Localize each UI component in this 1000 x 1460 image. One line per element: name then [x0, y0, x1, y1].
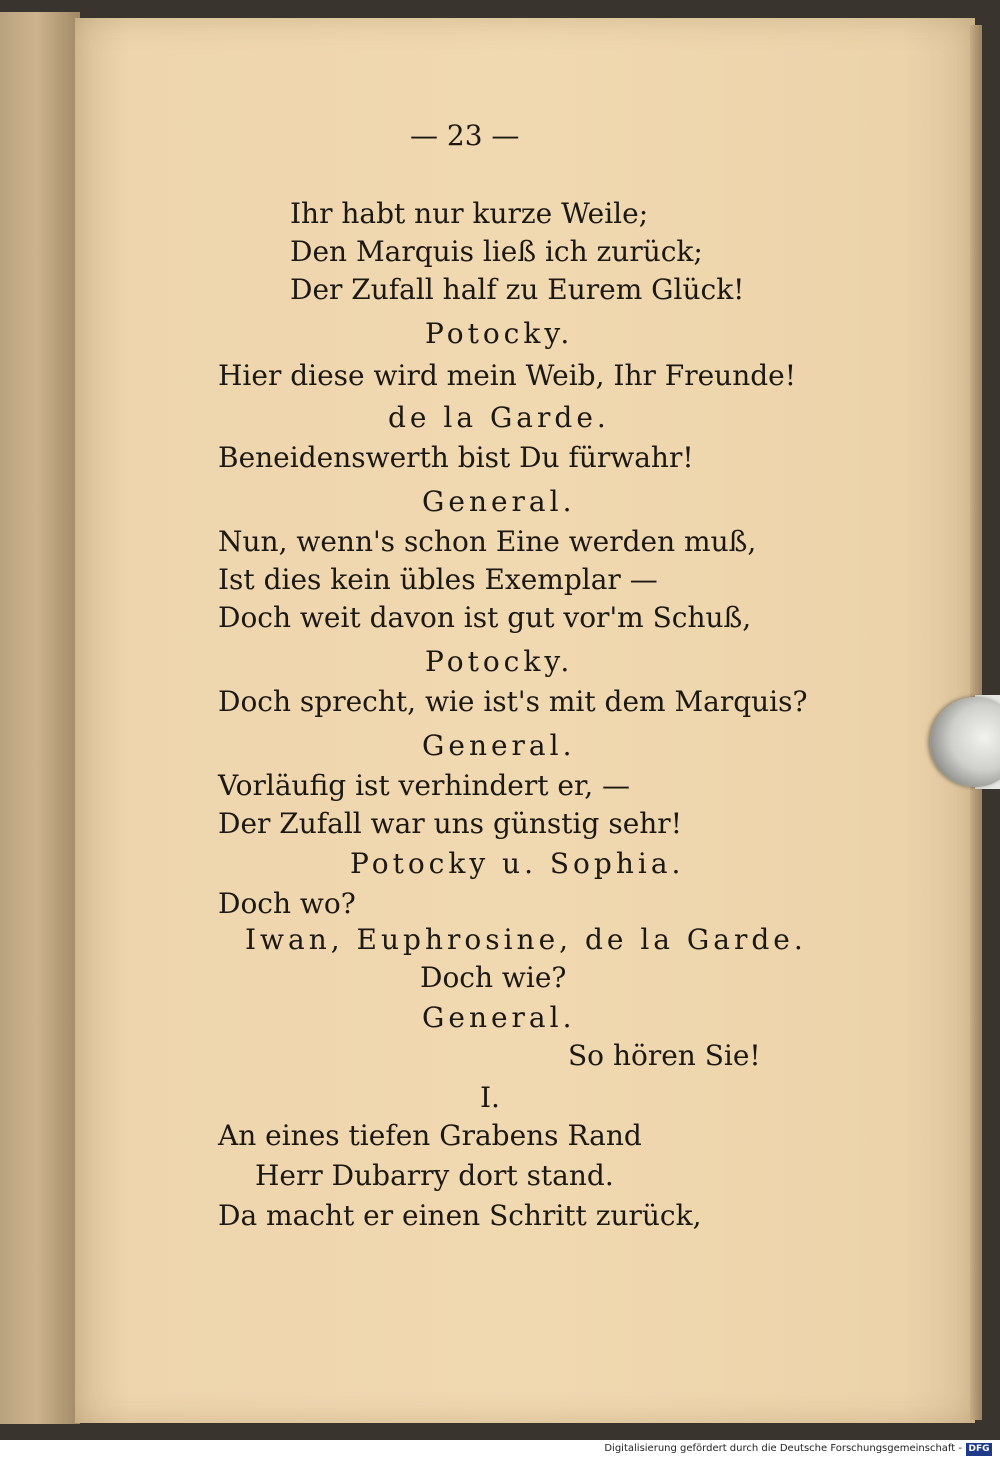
dfg-logo: DFG — [966, 1443, 992, 1456]
verse-line: Doch wie? — [420, 961, 567, 994]
verse-line: Doch sprecht, wie ist's mit dem Marquis? — [218, 685, 808, 718]
page-number: — 23 — — [410, 119, 520, 152]
speaker-name: Iwan, Euphrosine, de la Garde. — [245, 923, 807, 956]
verse-line: Der Zufall war uns günstig sehr! — [218, 807, 682, 840]
verse-line: Beneidenswerth bist Du fürwahr! — [218, 441, 694, 474]
verse-line: Da macht er einen Schritt zurück, — [218, 1199, 702, 1232]
speaker-name: General. — [422, 1001, 576, 1034]
footer-bar — [0, 1440, 1000, 1460]
speaker-name: de la Garde. — [388, 401, 610, 434]
verse-line: An eines tiefen Grabens Rand — [218, 1119, 642, 1152]
verse-line: Ihr habt nur kurze Weile; — [290, 197, 649, 230]
verse-line: Der Zufall half zu Eurem Glück! — [290, 273, 745, 306]
verse-line: Doch wo? — [218, 887, 356, 920]
speaker-name: Potocky. — [425, 645, 574, 678]
section-number: I. — [480, 1081, 500, 1114]
verse-line: Den Marquis ließ ich zurück; — [290, 235, 703, 268]
speaker-name: Potocky u. Sophia. — [350, 847, 685, 880]
verse-line: Herr Dubarry dort stand. — [255, 1159, 614, 1192]
footer-credit: Digitalisierung gefördert durch die Deutsche Forschungsgemeinschaft - — [604, 1443, 962, 1454]
speaker-name: General. — [422, 729, 576, 762]
verse-line: Nun, wenn's schon Eine werden muß, — [218, 525, 757, 558]
verse-line: Hier diese wird mein Weib, Ihr Freunde! — [218, 359, 796, 392]
verse-line: Doch weit davon ist gut vor'm Schuß, — [218, 601, 752, 634]
verse-line: So hören Sie! — [568, 1039, 761, 1072]
speaker-name: General. — [422, 485, 576, 518]
verse-line: Vorläufig ist verhindert er, — — [218, 769, 631, 802]
verse-line: Ist dies kein übles Exemplar — — [218, 563, 658, 596]
facing-page-edge — [0, 12, 80, 1424]
speaker-name: Potocky. — [425, 317, 574, 350]
